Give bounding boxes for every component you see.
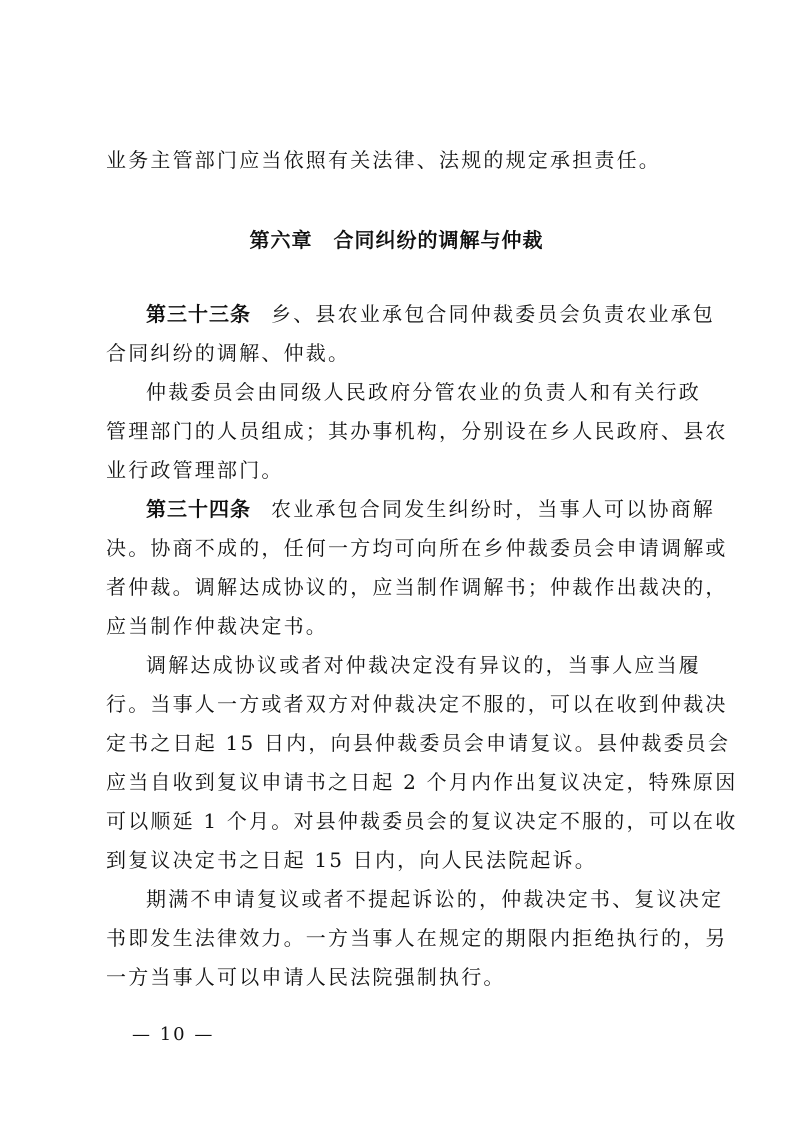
paragraph-line: 调解达成协议或者对仲裁决定没有异议的，当事人应当履 xyxy=(146,653,701,677)
paragraph-line: 仲裁委员会由同级人民政府分管农业的负责人和有关行政 xyxy=(146,380,701,404)
paragraph-line: 应当自收到复议申请书之日起 2 个月内作出复议决定，特殊原因 xyxy=(106,770,738,794)
page-number: — 10 — xyxy=(132,1024,215,1045)
article-34-label: 第三十四条 xyxy=(146,497,251,521)
paragraph-line: 决。协商不成的，任何一方均可向所在乡仲裁委员会申请调解或 xyxy=(106,536,728,560)
paragraph-line: 期满不申请复议或者不提起诉讼的，仲裁决定书、复议决定 xyxy=(146,887,724,911)
paragraph-line: 到复议决定书之日起 15 日内，向人民法院起诉。 xyxy=(106,848,597,872)
paragraph-line: 业行政管理部门。 xyxy=(106,458,284,482)
paragraph-line: 行。当事人一方或者双方对仲裁决定不服的，可以在收到仲裁决 xyxy=(106,692,728,716)
paragraph-line: 合同纠纷的调解、仲裁。 xyxy=(106,341,351,365)
paragraph-line: 书即发生法律效力。一方当事人在规定的期限内拒绝执行的，另 xyxy=(106,926,728,950)
article-34-text: 农业承包合同发生纠纷时，当事人可以协商解 xyxy=(271,497,715,521)
article-34-first-line xyxy=(146,495,715,523)
paragraph-line: 定书之日起 15 日内，向县仲裁委员会申请复议。县仲裁委员会 xyxy=(106,731,731,755)
paragraph-line: 管理部门的人员组成；其办事机构，分别设在乡人民政府、县农 xyxy=(106,419,728,443)
article-33-label: 第三十三条 xyxy=(146,302,251,326)
article-33-text: 乡、县农业承包合同仲裁委员会负责农业承包 xyxy=(271,302,715,326)
chapter-title: 第六章 合同纠纷的调解与仲裁 xyxy=(249,228,544,252)
paragraph-line: 业务主管部门应当依照有关法律、法规的规定承担责任。 xyxy=(106,148,661,172)
paragraph-line: 者仲裁。调解达成协议的，应当制作调解书；仲裁作出裁决的， xyxy=(106,575,728,599)
article-33-first-line xyxy=(146,300,715,328)
paragraph-line: 可以顺延 1 个月。对县仲裁委员会的复议决定不服的，可以在收 xyxy=(106,809,738,833)
paragraph-line: 一方当事人可以申请人民法院强制执行。 xyxy=(106,965,506,989)
paragraph-line: 应当制作仲裁决定书。 xyxy=(106,614,328,638)
